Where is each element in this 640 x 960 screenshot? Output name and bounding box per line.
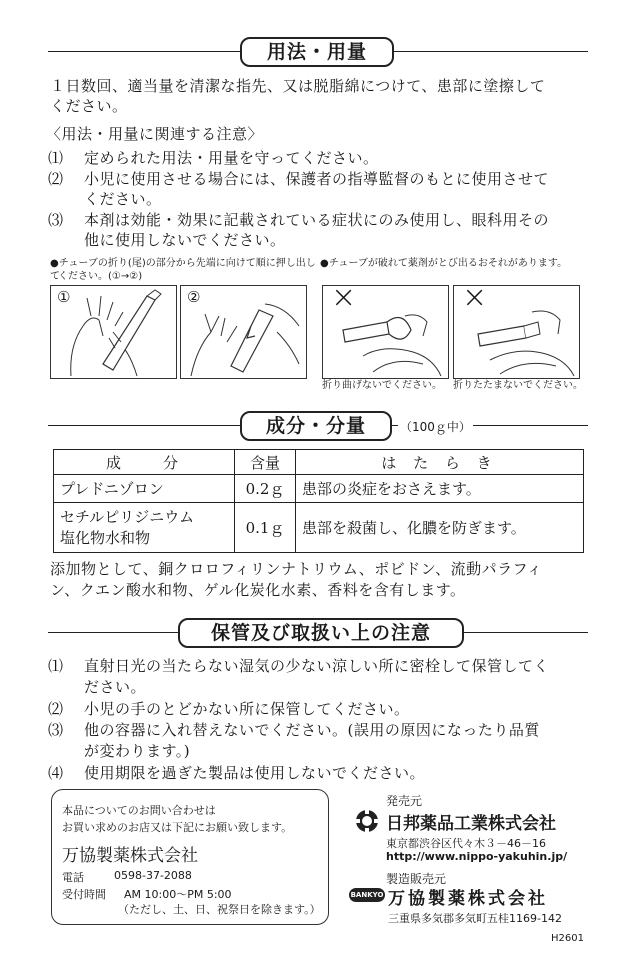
- storage-item-3-num: ⑶: [48, 721, 64, 739]
- additives-line1: 添加物として、銅クロロフィリンナトリウム、ポビドン、流動パラフィ: [50, 560, 543, 578]
- maker-logo: BANKYO: [349, 888, 385, 902]
- illus-panel-4: [453, 280, 580, 379]
- ingredient-amount: 0.1ｇ: [235, 503, 296, 553]
- usage-related-title: 〈用法・用量に関連する注意〉: [46, 125, 264, 143]
- contact-company: 万協製薬株式会社: [62, 846, 198, 866]
- maker-label: 製造販売元: [386, 872, 447, 886]
- ingredient-action: 患部の炎症をおさえます。: [296, 475, 584, 503]
- storage-item-4-line1: 使用期限を過ぎた製品は使用しないでください。: [84, 764, 426, 782]
- table-row: [54, 475, 584, 503]
- contact-box: [51, 789, 329, 925]
- illus-panel-1: [50, 285, 177, 379]
- storage-item-2-line1: 小児の手のとどかない所に保管してください。: [84, 700, 410, 718]
- storage-item-3-line2: が変わります。): [84, 742, 191, 760]
- storage-item-1-num: ⑴: [48, 657, 64, 675]
- tube-crease-warning-illustration: [454, 286, 579, 378]
- usage-note-2-line2: ください。: [84, 190, 162, 208]
- storage-item-4-num: ⑷: [48, 764, 64, 782]
- seller-url: http://www.nippo-yakuhin.jp/: [386, 850, 568, 863]
- illus-left-caption-line1: ●チューブの折り(尾)の部分から先端に向けて順に押し出して: [50, 258, 316, 282]
- panel-3-x-mark: ×: [331, 280, 357, 315]
- col-header-action: は た ら き: [296, 450, 584, 475]
- usage-body-line1: １日数回、適当量を清潔な指先、又は脱脂綿につけて、患部に塗擦して: [50, 77, 546, 95]
- ingredient-action: 患部を殺菌し、化膿を防ぎます。: [296, 503, 584, 553]
- usage-note-2-num: ⑵: [48, 170, 64, 188]
- storage-item-3-line1: 他の容器に入れ替えないでください。(誤用の原因になったり品質: [84, 721, 540, 739]
- illus-left-caption-line2: ください。(①→②): [58, 271, 143, 282]
- contact-line2: お買い求めのお店又は下記にお願い致します。: [62, 821, 293, 834]
- panel-4-x-mark: ×: [462, 280, 488, 315]
- seller-label: 発売元: [386, 794, 423, 808]
- usage-note-3-num: ⑶: [48, 211, 64, 229]
- col-header-name: 成 分: [54, 450, 235, 475]
- hand-tube-squeeze-illustration: [51, 286, 176, 378]
- contact-phone-label: 電話: [62, 871, 84, 884]
- doc-code: H2601: [551, 933, 584, 944]
- illus-panel-2: [180, 285, 307, 379]
- usage-note-1-num: ⑴: [48, 149, 64, 167]
- usage-heading: 用法・用量: [240, 37, 394, 67]
- illus-panel-3: [322, 280, 449, 379]
- panel-2-label: ②: [187, 288, 201, 306]
- col-header-amount: 含量: [235, 450, 296, 475]
- storage-item-1-line1: 直射日光の当たらない湿気の少ない涼しい所に密栓して保管してく: [84, 657, 550, 675]
- hand-tube-push-illustration: [181, 286, 306, 378]
- usage-note-3-line1: 本剤は効能・効果に記載されている症状にのみ使用し、眼科用その: [84, 211, 550, 229]
- contact-line1: 本品についてのお問い合わせは: [62, 804, 216, 817]
- ingredient-name: セチルピリジニウム: [60, 507, 195, 526]
- storage-heading: 保管及び取扱い上の注意: [178, 618, 464, 648]
- usage-body-line2: ください。: [50, 97, 128, 115]
- illus-right-caption: ●チューブが破れて薬剤がとび出るおそれがあります。: [320, 258, 568, 269]
- tube-fold-warning-illustration: [323, 286, 448, 378]
- contact-hours-note: （ただし、土、日、祝祭日を除きます。）: [118, 903, 321, 916]
- usage-note-1-line1: 定められた用法・用量を守ってください。: [84, 149, 379, 167]
- seller-address: 東京都渋谷区代々木３－46－16: [386, 837, 546, 850]
- ingredient-amount: 0.2ｇ: [235, 475, 296, 503]
- seller-name: 日邦薬品工業株式会社: [386, 814, 556, 834]
- panel-1-label: ①: [57, 288, 71, 306]
- ingredients-per-amount: （100ｇ中）: [400, 420, 471, 434]
- panel-4-caption: 折りたたまないでください。: [453, 380, 583, 391]
- contact-hours-label: 受付時間: [62, 888, 106, 901]
- storage-item-2-num: ⑵: [48, 700, 64, 718]
- contact-hours: AM 10:00～PM 5:00: [124, 888, 232, 901]
- usage-note-2-line1: 小児に使用させる場合には、保護者の指導監督のもとに使用させて: [84, 170, 550, 188]
- seller-logo-icon: [354, 808, 380, 834]
- maker-name: 万協製薬株式会社: [388, 889, 548, 909]
- ingredient-name-cont: 塩化物水和物: [60, 528, 151, 547]
- ingredient-name: プレドニゾロン: [60, 480, 164, 498]
- usage-note-3-line2: 他に使用しないでください。: [84, 231, 286, 249]
- storage-item-1-line2: ださい。: [84, 678, 147, 696]
- ingredients-heading: 成分・分量: [240, 411, 392, 441]
- contact-phone: 0598-37-2088: [114, 869, 192, 882]
- table-row: [54, 503, 584, 553]
- maker-address: 三重県多気郡多気町五桂1169-142: [388, 912, 562, 925]
- panel-3-caption: 折り曲げないでください。: [322, 380, 442, 391]
- ingredients-table: [53, 449, 584, 553]
- additives-line2: ン、クエン酸水和物、ゲル化炭化水素、香料を含有します。: [50, 581, 466, 599]
